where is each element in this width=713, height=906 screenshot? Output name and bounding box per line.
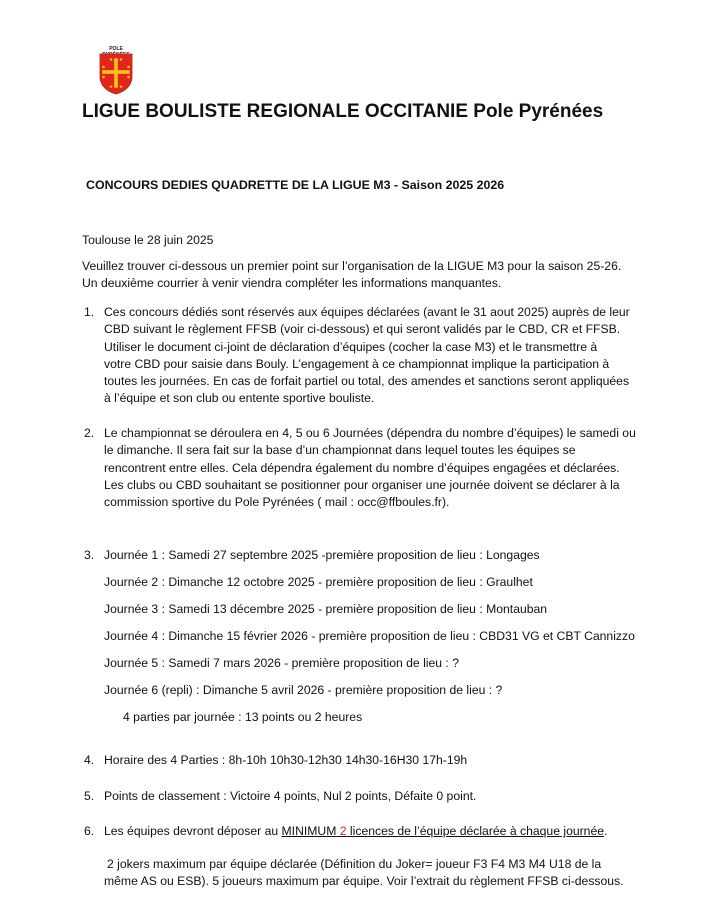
journee-line: Journée 6 (repli) : Dimanche 5 avril 2026 - première proposition de lieu : ? (104, 683, 503, 697)
page-title: LIGUE BOULISTE REGIONALE OCCITANIE Pole Pyrénées (82, 101, 604, 122)
intro-line: Veuillez trouver ci-dessous un premier point sur l’organisation de la LIGUE M3 pour la saison 25-26. (82, 259, 622, 273)
intro-line: Un deuxième courrier à venir viendra compléter les informations manquantes. (82, 276, 502, 291)
licences-prefix: Les équipes devront déposer au (104, 824, 282, 838)
item-2-line: Le championnat se déroulera en 4, 5 ou 6 Journées (dépendra du nombre d’équipes) le samedi ou (104, 426, 636, 440)
logo-caption: POLE (109, 46, 123, 52)
item-number: 1. (84, 305, 95, 319)
journee-line: Journée 5 : Samedi 7 mars 2026 - première proposition de lieu : ? (104, 656, 459, 670)
licences-line: Les équipes devront déposer au MINIMUM 2 licences de l’équipe déclarée à chaque journée. (104, 824, 608, 838)
classement-line: Points de classement : Victoire 4 points, Nul 2 points, Défaite 0 point. (104, 789, 477, 803)
item-1-line: toutes les journées. En cas de forfait partiel ou total, des amendes et sanctions seront appliquées (104, 374, 630, 389)
jokers-line: même AS ou ESB). 5 joueurs maximum par équipe. Voir l’extrait du règlement FFSB ci-dessous. (104, 874, 624, 889)
pole-pyrenees-logo (96, 46, 136, 96)
item-1-line: votre CBD pour saisie dans Bouly. L’engagement à ce championnat implique la participation à (104, 356, 610, 371)
item-number: 2. (84, 426, 95, 440)
item-2-line: commission sportive du Pole Pyrénées ( mail : occ@ffboules.fr). (104, 495, 450, 510)
item-number: 4. (84, 753, 95, 767)
item-1-line: à l’équipe et son club ou entente sportive bouliste. (104, 391, 375, 406)
item-1-line: CBD suivant le règlement FFSB (voir ci-dessous) et qui seront validés par le CBD, CR et FFSB. (104, 322, 621, 337)
minimum-emphasis: MINIMUM 2 licences de l’équipe déclarée à chaque journée (281, 824, 605, 838)
document-subtitle: CONCOURS DEDIES QUADRETTE DE LA LIGUE M3 - Saison 2025 2026 (86, 178, 505, 192)
journee-line: Journée 4 : Dimanche 15 février 2026 - première proposition de lieu : CBD31 VG et CBT Cannizzo (104, 629, 635, 643)
item-2-line: le dimanche. Il sera fait sur la base d’un championnat dans lequel toutes les équipes se (104, 443, 576, 458)
item-number: 3. (84, 548, 95, 562)
item-number: 5. (84, 789, 95, 803)
journee-line: Journée 2 : Dimanche 12 octobre 2025 - première proposition de lieu : Graulhet (104, 575, 533, 589)
item-number: 6. (84, 824, 95, 838)
journee-line: Journée 3 : Samedi 13 décembre 2025 - première proposition de lieu : Montauban (104, 602, 548, 616)
intro-paragraph (82, 258, 621, 293)
item-2-line: Les clubs ou CBD souhaitant se positionner pour organiser une journée doivent se déclarer à la (104, 477, 620, 492)
date-line: Toulouse le 28 juin 2025 (82, 233, 214, 247)
item-1-line: Utiliser le document ci-joint de déclaration d’équipes (cocher la case M3) et le transmettre à (104, 339, 598, 354)
jokers-paragraph (104, 856, 624, 891)
item-1-line: Ces concours dédiés sont réservés aux équipes déclarées (avant le 31 aout 2025) auprès de leur (104, 305, 630, 319)
minimum-count: 2 (339, 824, 347, 838)
journee-line: Journée 1 : Samedi 27 septembre 2025 -première proposition de lieu : Longages (104, 548, 540, 562)
item-2-paragraph (104, 425, 636, 511)
item-1-paragraph (104, 304, 630, 408)
jokers-line: 2 jokers maximum par équipe déclarée (Définition du Joker= joueur F3 F4 M3 M4 U18 de la (107, 857, 602, 871)
occitan-cross-shield-icon (99, 53, 133, 95)
horaires-line: Horaire des 4 Parties : 8h-10h 10h30-12h30 14h30-16H30 17h-19h (104, 753, 468, 767)
item-2-line: rencontrent entre elles. Cela dépendra également du nombre d’équipes engagées et déclarées. (104, 460, 620, 475)
parties-note: 4 parties par journée : 13 points ou 2 heures (123, 710, 363, 724)
